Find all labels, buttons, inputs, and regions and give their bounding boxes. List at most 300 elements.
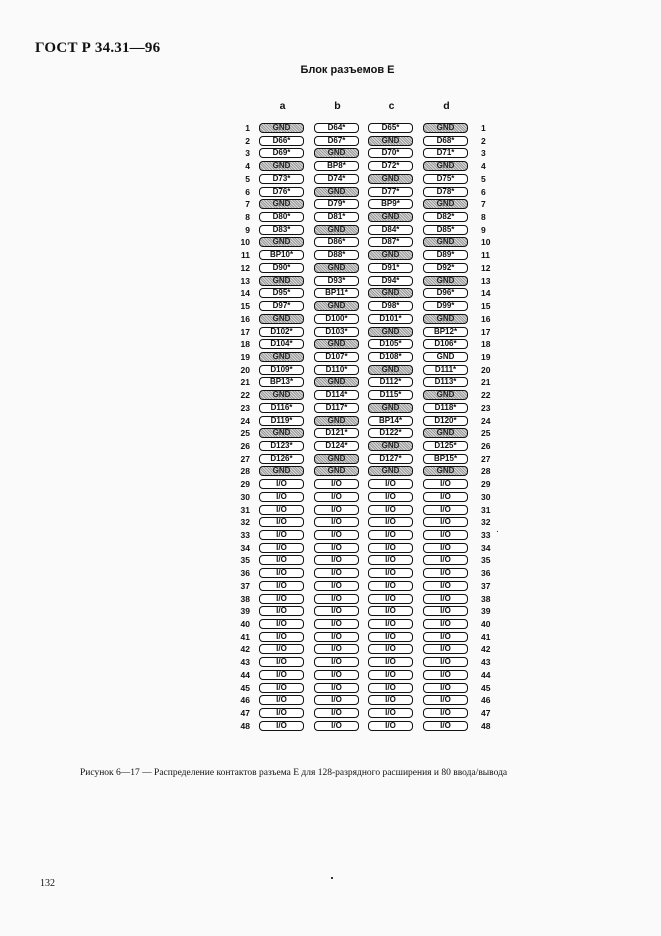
pin-d: D78*	[423, 187, 468, 197]
pin-c: I/O	[368, 721, 413, 731]
pin-c: GND	[368, 441, 413, 451]
row-number-right: 23	[481, 402, 491, 413]
pin-row	[0, 516, 661, 529]
pin-a: GND	[259, 199, 304, 209]
pin-d: GND	[423, 314, 468, 324]
pin-d: D82*	[423, 212, 468, 222]
figure-caption: Рисунок 6—17 — Распределение контактов разъема Е для 128-разрядного расширения и 80 ввода/вывода	[80, 768, 508, 778]
row-number-right: 26	[481, 440, 491, 451]
pin-b: GND	[314, 301, 359, 311]
pin-d: D118*	[423, 403, 468, 413]
pin-a: GND	[259, 390, 304, 400]
row-number-right: 9	[481, 224, 486, 235]
pin-b: D86*	[314, 237, 359, 247]
row-number-left: 3	[245, 148, 250, 159]
pin-b: I/O	[314, 581, 359, 591]
row-number-right: 37	[481, 580, 491, 591]
pin-d: I/O	[423, 695, 468, 705]
row-number-right: 10	[481, 237, 491, 248]
pin-b: I/O	[314, 568, 359, 578]
row-number-right: 42	[481, 644, 491, 655]
pin-a: I/O	[259, 632, 304, 642]
row-number-left: 14	[240, 288, 250, 299]
pin-d: I/O	[423, 632, 468, 642]
pin-d: D71*	[423, 148, 468, 158]
pin-b: I/O	[314, 594, 359, 604]
pin-c: GND	[368, 403, 413, 413]
pin-a: BP13*	[259, 377, 304, 387]
pin-d: I/O	[423, 644, 468, 654]
pin-a: I/O	[259, 606, 304, 616]
pin-row	[0, 415, 661, 428]
column-headers	[0, 100, 661, 114]
pin-d: I/O	[423, 657, 468, 667]
pin-row	[0, 389, 661, 402]
pin-c: GND	[368, 174, 413, 184]
pin-c: I/O	[368, 555, 413, 565]
pin-row	[0, 542, 661, 555]
pin-c: I/O	[368, 581, 413, 591]
row-number-right: 16	[481, 313, 491, 324]
row-number-right: 6	[481, 186, 486, 197]
pin-b: D81*	[314, 212, 359, 222]
row-number-right: 20	[481, 364, 491, 375]
row-number-right: 35	[481, 555, 491, 566]
row-number-left: 23	[240, 402, 250, 413]
pin-c: I/O	[368, 568, 413, 578]
pin-row	[0, 211, 661, 224]
pin-c: I/O	[368, 606, 413, 616]
pin-d: I/O	[423, 581, 468, 591]
pin-b: I/O	[314, 606, 359, 616]
pin-c: I/O	[368, 670, 413, 680]
pin-a: I/O	[259, 492, 304, 502]
pin-a: D104*	[259, 339, 304, 349]
row-number-right: 19	[481, 351, 491, 362]
pin-b: D117*	[314, 403, 359, 413]
pin-c: D108*	[368, 352, 413, 362]
row-number-right: 29	[481, 479, 491, 490]
row-number-left: 5	[245, 173, 250, 184]
document-id: ГОСТ Р 34.31—96	[35, 40, 161, 56]
row-number-left: 20	[240, 364, 250, 375]
row-number-right: 39	[481, 606, 491, 617]
pin-c: BP9*	[368, 199, 413, 209]
pin-row	[0, 351, 661, 364]
pin-d: D113*	[423, 377, 468, 387]
pin-b: D93*	[314, 276, 359, 286]
row-number-left: 28	[240, 466, 250, 477]
pin-b: GND	[314, 187, 359, 197]
pin-c: I/O	[368, 505, 413, 515]
pin-b: D107*	[314, 352, 359, 362]
pin-a: I/O	[259, 581, 304, 591]
pin-a: GND	[259, 276, 304, 286]
pin-d: D99*	[423, 301, 468, 311]
pin-a: I/O	[259, 517, 304, 527]
pin-a: D73*	[259, 174, 304, 184]
row-number-left: 39	[240, 606, 250, 617]
row-number-right: 40	[481, 619, 491, 630]
pin-a: D116*	[259, 403, 304, 413]
pin-b: I/O	[314, 479, 359, 489]
pin-c: D84*	[368, 225, 413, 235]
row-number-right: 25	[481, 428, 491, 439]
pin-d: GND	[423, 123, 468, 133]
row-number-left: 47	[240, 708, 250, 719]
pin-c: D98*	[368, 301, 413, 311]
row-number-left: 37	[240, 580, 250, 591]
scan-speck	[497, 531, 498, 532]
row-number-left: 18	[240, 339, 250, 350]
row-number-right: 1	[481, 123, 486, 133]
row-number-left: 45	[240, 682, 250, 693]
pin-d: D125*	[423, 441, 468, 451]
row-number-left: 30	[240, 491, 250, 502]
pin-b: BP11*	[314, 288, 359, 298]
pin-d: D75*	[423, 174, 468, 184]
pin-d: GND	[423, 390, 468, 400]
pin-row	[0, 605, 661, 618]
pin-a: D109*	[259, 365, 304, 375]
pin-row	[0, 656, 661, 669]
pin-d: GND	[423, 466, 468, 476]
row-number-right: 24	[481, 415, 491, 426]
pin-row	[0, 364, 661, 377]
row-number-left: 15	[240, 301, 250, 312]
row-number-left: 32	[240, 517, 250, 528]
pin-c: GND	[368, 250, 413, 260]
row-number-left: 9	[245, 224, 250, 235]
pin-a: GND	[259, 161, 304, 171]
pin-row	[0, 465, 661, 478]
pin-c: D65*	[368, 123, 413, 133]
pin-row	[0, 478, 661, 491]
pin-b: D103*	[314, 327, 359, 337]
pin-c: D115*	[368, 390, 413, 400]
pin-row	[0, 160, 661, 173]
pin-d: I/O	[423, 555, 468, 565]
row-number-right: 8	[481, 212, 486, 223]
row-number-left: 31	[240, 504, 250, 515]
row-number-left: 35	[240, 555, 250, 566]
row-number-right: 28	[481, 466, 491, 477]
pin-row	[0, 453, 661, 466]
pin-a: GND	[259, 428, 304, 438]
row-number-left: 12	[240, 262, 250, 273]
pin-b: I/O	[314, 695, 359, 705]
pin-d: D85*	[423, 225, 468, 235]
row-number-right: 12	[481, 262, 491, 273]
pin-row	[0, 694, 661, 707]
pin-c: D72*	[368, 161, 413, 171]
row-number-right: 36	[481, 568, 491, 579]
pin-d: D68*	[423, 136, 468, 146]
row-number-right: 14	[481, 288, 491, 299]
pin-c: I/O	[368, 492, 413, 502]
pin-b: D121*	[314, 428, 359, 438]
row-number-left: 36	[240, 568, 250, 579]
row-number-left: 48	[240, 720, 250, 731]
pin-row	[0, 440, 661, 453]
pin-row	[0, 707, 661, 720]
pin-row	[0, 643, 661, 656]
row-number-left: 44	[240, 669, 250, 680]
row-number-right: 17	[481, 326, 491, 337]
pin-a: GND	[259, 352, 304, 362]
row-number-right: 27	[481, 453, 491, 464]
pin-d: D106*	[423, 339, 468, 349]
pin-a: GND	[259, 466, 304, 476]
row-number-left: 4	[245, 161, 250, 172]
pin-a: I/O	[259, 594, 304, 604]
pin-c: GND	[368, 327, 413, 337]
pin-row	[0, 720, 661, 733]
row-number-left: 8	[245, 212, 250, 223]
pin-row	[0, 122, 661, 135]
pin-c: I/O	[368, 644, 413, 654]
row-number-right: 3	[481, 148, 486, 159]
pin-b: D67*	[314, 136, 359, 146]
pin-c: D70*	[368, 148, 413, 158]
pin-c: GND	[368, 212, 413, 222]
pin-d: I/O	[423, 505, 468, 515]
row-number-right: 5	[481, 173, 486, 184]
pin-row	[0, 567, 661, 580]
row-number-left: 29	[240, 479, 250, 490]
pin-row	[0, 529, 661, 542]
pin-a: D66*	[259, 136, 304, 146]
row-number-right: 13	[481, 275, 491, 286]
pin-a: I/O	[259, 708, 304, 718]
pin-a: I/O	[259, 543, 304, 553]
pin-a: I/O	[259, 670, 304, 680]
pin-a: I/O	[259, 721, 304, 731]
pin-a: D69*	[259, 148, 304, 158]
pin-b: I/O	[314, 543, 359, 553]
pin-d: GND	[423, 352, 468, 362]
pin-c: D101*	[368, 314, 413, 324]
pin-b: D114*	[314, 390, 359, 400]
pin-c: I/O	[368, 683, 413, 693]
pin-c: I/O	[368, 479, 413, 489]
pin-a: I/O	[259, 619, 304, 629]
row-number-left: 6	[245, 186, 250, 197]
row-number-right: 4	[481, 161, 486, 172]
pin-b: I/O	[314, 517, 359, 527]
pin-b: I/O	[314, 721, 359, 731]
column-header-a: a	[279, 100, 286, 112]
pin-a: I/O	[259, 568, 304, 578]
pin-a: I/O	[259, 683, 304, 693]
pin-b: GND	[314, 148, 359, 158]
pin-c: GND	[368, 288, 413, 298]
pin-c: D94*	[368, 276, 413, 286]
pin-d: I/O	[423, 568, 468, 578]
pin-d: BP12*	[423, 327, 468, 337]
pin-c: I/O	[368, 594, 413, 604]
pin-d: I/O	[423, 683, 468, 693]
pin-d: GND	[423, 199, 468, 209]
pin-b: I/O	[314, 555, 359, 565]
pin-c: I/O	[368, 657, 413, 667]
pin-d: I/O	[423, 670, 468, 680]
pin-a: I/O	[259, 657, 304, 667]
row-number-left: 34	[240, 542, 250, 553]
pin-b: I/O	[314, 492, 359, 502]
pin-a: I/O	[259, 644, 304, 654]
row-number-left: 7	[245, 199, 250, 210]
row-number-left: 43	[240, 657, 250, 668]
pin-a: GND	[259, 123, 304, 133]
row-number-left: 42	[240, 644, 250, 655]
pin-b: I/O	[314, 657, 359, 667]
pin-a: D97*	[259, 301, 304, 311]
row-number-right: 48	[481, 720, 491, 731]
pin-row	[0, 326, 661, 339]
block-title: Блок разъемов Е	[300, 64, 395, 76]
pin-c: D127*	[368, 454, 413, 464]
row-number-right: 21	[481, 377, 491, 388]
connector-pin-grid	[0, 122, 661, 733]
pin-c: I/O	[368, 543, 413, 553]
pin-row	[0, 427, 661, 440]
row-number-left: 10	[240, 237, 250, 248]
row-number-right: 32	[481, 517, 491, 528]
row-number-left: 16	[240, 313, 250, 324]
row-number-right: 44	[481, 669, 491, 680]
pin-row	[0, 198, 661, 211]
pin-d: BP15*	[423, 454, 468, 464]
pin-a: D80*	[259, 212, 304, 222]
row-number-right: 34	[481, 542, 491, 553]
pin-b: I/O	[314, 505, 359, 515]
pin-c: D91*	[368, 263, 413, 273]
pin-d: I/O	[423, 708, 468, 718]
pin-c: BP14*	[368, 416, 413, 426]
pin-row	[0, 669, 661, 682]
pin-d: I/O	[423, 479, 468, 489]
pin-d: I/O	[423, 543, 468, 553]
pin-row	[0, 236, 661, 249]
pin-d: D92*	[423, 263, 468, 273]
pin-row	[0, 275, 661, 288]
row-number-left: 11	[241, 250, 250, 261]
pin-row	[0, 491, 661, 504]
pin-a: BP10*	[259, 250, 304, 260]
row-number-left: 46	[240, 695, 250, 706]
pin-b: GND	[314, 263, 359, 273]
pin-row	[0, 338, 661, 351]
pin-b: I/O	[314, 670, 359, 680]
pin-row	[0, 147, 661, 160]
row-number-right: 33	[481, 530, 491, 540]
scan-speck	[331, 877, 333, 879]
row-number-left: 38	[240, 593, 250, 604]
row-number-right: 7	[481, 199, 486, 210]
pin-a: D83*	[259, 225, 304, 235]
row-number-left: 22	[240, 390, 250, 401]
pin-row	[0, 504, 661, 517]
row-number-right: 45	[481, 682, 491, 693]
pin-row	[0, 402, 661, 415]
pin-b: GND	[314, 466, 359, 476]
row-number-right: 41	[481, 631, 491, 642]
pin-c: GND	[368, 136, 413, 146]
pin-b: D124*	[314, 441, 359, 451]
pin-b: I/O	[314, 644, 359, 654]
row-number-right: 38	[481, 593, 491, 604]
pin-a: D90*	[259, 263, 304, 273]
pin-a: I/O	[259, 555, 304, 565]
pin-d: I/O	[423, 721, 468, 731]
pin-c: D77*	[368, 187, 413, 197]
pin-a: D119*	[259, 416, 304, 426]
row-number-right: 31	[481, 504, 491, 515]
pin-a: D126*	[259, 454, 304, 464]
pin-a: I/O	[259, 479, 304, 489]
pin-b: D74*	[314, 174, 359, 184]
pin-c: I/O	[368, 530, 413, 540]
row-number-left: 19	[240, 351, 250, 362]
pin-b: I/O	[314, 683, 359, 693]
pin-c: I/O	[368, 708, 413, 718]
pin-row	[0, 618, 661, 631]
pin-b: GND	[314, 454, 359, 464]
pin-b: I/O	[314, 708, 359, 718]
pin-a: D102*	[259, 327, 304, 337]
pin-c: GND	[368, 365, 413, 375]
pin-b: I/O	[314, 632, 359, 642]
pin-d: I/O	[423, 619, 468, 629]
row-number-right: 43	[481, 657, 491, 668]
pin-c: D122*	[368, 428, 413, 438]
pin-b: D64*	[314, 123, 359, 133]
row-number-left: 26	[240, 440, 250, 451]
column-header-b: b	[334, 100, 341, 112]
pin-c: GND	[368, 466, 413, 476]
pin-row	[0, 580, 661, 593]
pin-row	[0, 300, 661, 313]
pin-d: I/O	[423, 492, 468, 502]
pin-c: I/O	[368, 632, 413, 642]
pin-b: GND	[314, 339, 359, 349]
pin-row	[0, 593, 661, 606]
row-number-left: 25	[240, 428, 250, 439]
pin-b: GND	[314, 225, 359, 235]
pin-a: I/O	[259, 530, 304, 540]
pin-a: D76*	[259, 187, 304, 197]
pin-row	[0, 554, 661, 567]
pin-row	[0, 682, 661, 695]
pin-row	[0, 186, 661, 199]
row-number-left: 17	[240, 326, 250, 337]
row-number-left: 2	[245, 135, 250, 146]
pin-d: I/O	[423, 530, 468, 540]
pin-d: I/O	[423, 594, 468, 604]
pin-c: D105*	[368, 339, 413, 349]
pin-row	[0, 173, 661, 186]
pin-d: I/O	[423, 606, 468, 616]
row-number-left: 27	[240, 453, 250, 464]
pin-b: D88*	[314, 250, 359, 260]
pin-row	[0, 313, 661, 326]
pin-b: D110*	[314, 365, 359, 375]
pin-row	[0, 249, 661, 262]
pin-row	[0, 631, 661, 644]
pin-a: D95*	[259, 288, 304, 298]
pin-d: GND	[423, 276, 468, 286]
